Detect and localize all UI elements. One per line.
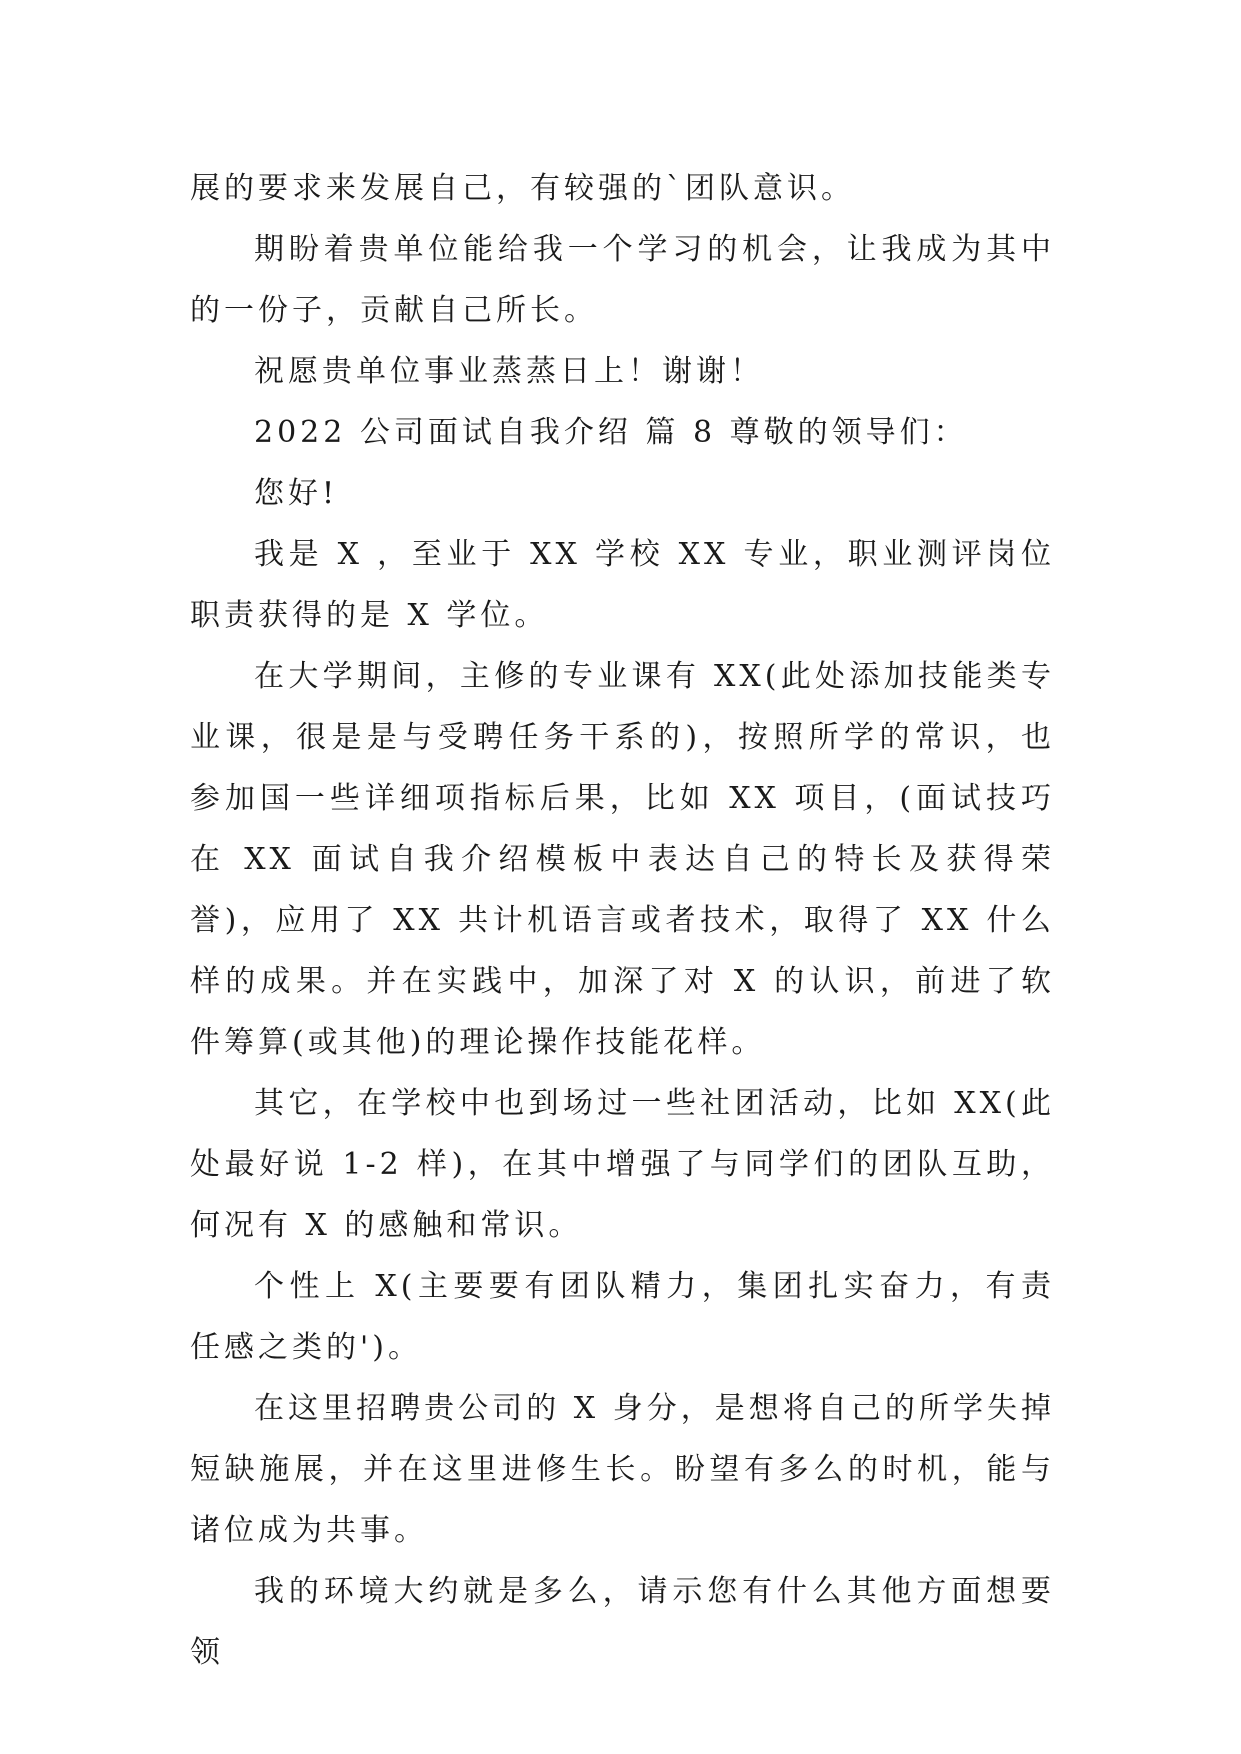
document-body — [190, 158, 1055, 1683]
greeting: 您好! — [254, 476, 339, 511]
paragraph: 其它，在学校中也到场过一些社团活动，比如 XX(此处最好说 1-2 样)，在其中增强了与同学们的团队互助，何况有 X 的感触和常识。 — [190, 1086, 1055, 1243]
paragraph: 我是 X ，至业于 XX 学校 XX 专业，职业测评岗位职责获得的是 X 学位。 — [190, 537, 1055, 633]
paragraph: 期盼着贵单位能给我一个学习的机会，让我成为其中的一份子，贡献自己所长。 — [190, 232, 1055, 328]
paragraph: 个性上 X(主要要有团队精力，集团扎实奋力，有责任感之类的')。 — [190, 1269, 1055, 1365]
paragraph: 展的要求来发展自己，有较强的`团队意识。 — [190, 171, 855, 206]
section-heading: 2022 公司面试自我介绍 篇 8 尊敬的领导们： — [254, 415, 968, 450]
paragraph: 在这里招聘贵公司的 X 身分，是想将自己的所学失掉短缺施展，并在这里进修生长。盼望有多么的时机，能与诸位成为共事。 — [190, 1391, 1055, 1548]
paragraph: 在大学期间，主修的专业课有 XX(此处添加技能类专业课，很是是与受聘任务干系的)，按照所学的常识，也参加国一些详细项指标后果，比如 XX 项目，(面试技巧在 XX 面试自我介绍模板中表达自己的特长及获得荣誉)，应用了 XX 共计机语言或者技术，取得了 XX 什么样的成果。并在实践中，加深了对 X 的认识，前进了软件筹算(或其他)的理论操作技能花样。 — [190, 659, 1055, 1060]
paragraph: 祝愿贵单位事业蒸蒸日上！谢谢！ — [254, 354, 764, 389]
paragraph: 我的环境大约就是多么，请示您有什么其他方面想要领 — [190, 1574, 1055, 1670]
